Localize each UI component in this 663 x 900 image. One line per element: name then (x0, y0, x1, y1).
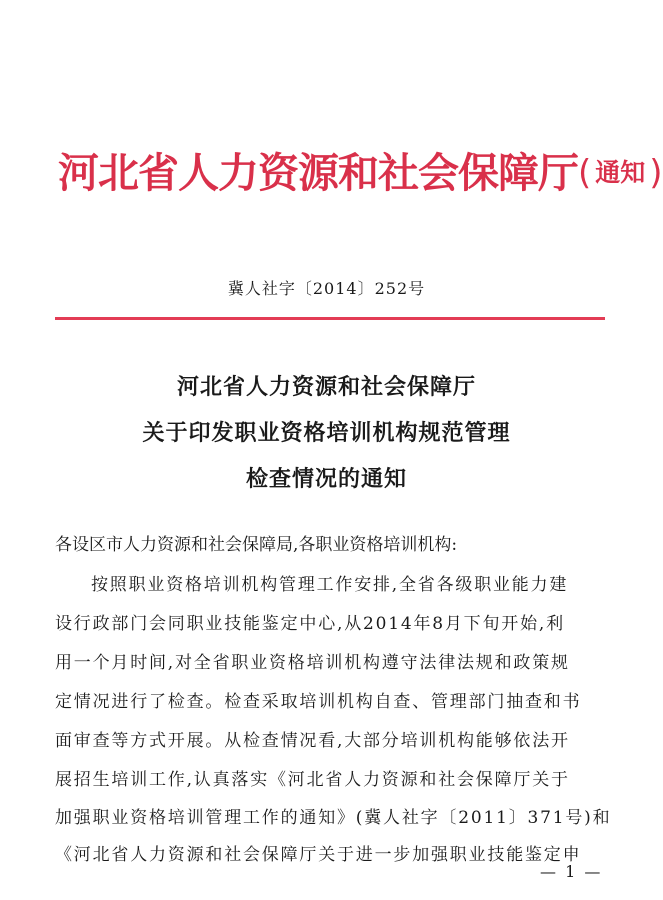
red-divider-line (55, 317, 605, 320)
issuing-organization: 河北省人力资源和社会保障厅 (58, 149, 578, 197)
body-line: 展招生培训工作,认真落实《河北省人力资源和社会保障厅关于 (55, 770, 570, 790)
body-line: 面审查等方式开展。从检查情况看,大部分培训机构能够依法开 (55, 731, 570, 751)
body-line: 用一个月时间,对全省职业资格培训机构遵守法律法规和政策规 (55, 653, 570, 673)
body-line: 设行政部门会同职业技能鉴定中心,从2014年8月下旬开始,利 (55, 614, 565, 634)
body-line: 加强职业资格培训管理工作的通知》(冀人社字〔2011〕371号)和 (55, 808, 612, 828)
body-line: 定情况进行了检查。检查采取培训机构自查、管理部门抽查和书 (55, 692, 582, 712)
document-type: 通知 (595, 158, 646, 187)
body-line: 按照职业资格培训机构管理工作安排,全省各级职业能力建 (91, 575, 569, 595)
body-line: 《河北省人力资源和社会保障厅关于进一步加强职业技能鉴定申 (55, 845, 582, 865)
page-number: — 1 — (540, 862, 603, 881)
document-header (58, 140, 663, 199)
salutation: 各设区市人力资源和社会保障局,各职业资格培训机构: (55, 535, 458, 555)
paren-open: ( (578, 153, 592, 193)
paren-close: ) (649, 153, 663, 193)
title-line-3: 检查情况的通知 (245, 467, 407, 492)
document-number: 冀人社字〔2014〕252号 (227, 279, 426, 298)
title-line-1: 河北省人力资源和社会保障厅 (176, 375, 476, 400)
title-line-2: 关于印发职业资格培训机构规范管理 (142, 421, 511, 446)
